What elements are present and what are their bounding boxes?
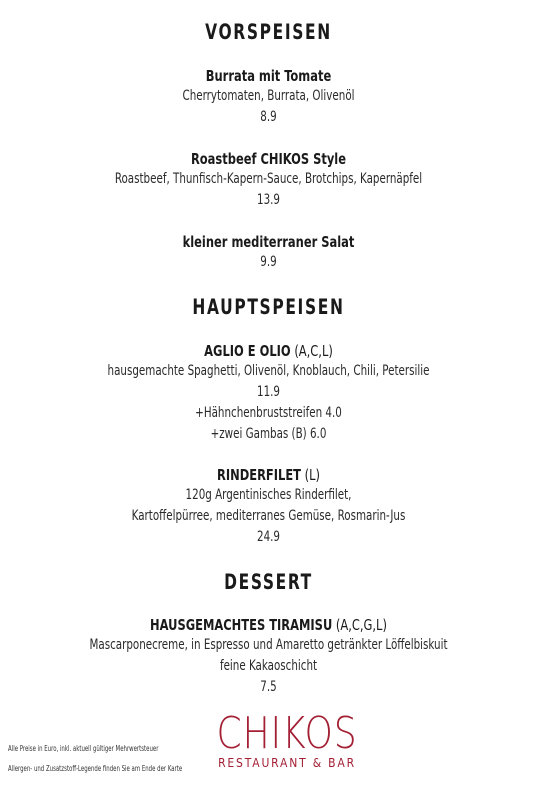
dish-name: Burrata mit Tomate — [205, 67, 332, 85]
restaurant-logo — [197, 708, 377, 770]
dish-name-text: AGLIO E OLIO — [204, 342, 291, 360]
footnote-allergens: Allergen- und Zusatzstoff-Legende finden Sie am Ende der Karte — [8, 764, 183, 773]
section-title-hauptspeisen: HAUPTSPEISEN — [192, 295, 345, 319]
dish-description: Cherrytomaten, Burrata, Olivenöl — [182, 88, 355, 104]
dish-name: kleiner mediterraner Salat — [182, 233, 355, 251]
dish-name-text: RINDERFILET — [217, 466, 301, 484]
dish-description: feine Kakaoschicht — [219, 658, 318, 674]
logo-tagline: RESTAURANT & BAR — [218, 756, 356, 770]
dish-price: 9.9 — [260, 254, 277, 270]
logo-name: CHIKOS — [216, 708, 358, 759]
footnote-prices: Alle Preise in Euro, inkl. aktuell gültiger Mehrwertsteuer — [8, 744, 159, 753]
dish-name: Roastbeef CHIKOS Style — [190, 150, 347, 168]
dish-description: Mascarponecreme, in Espresso und Amaretto getränkter Löffelbiskuit — [89, 637, 448, 653]
dish-name — [40, 616, 496, 634]
dish-description: 120g Argentinisches Rinderfilet, — [185, 487, 352, 503]
dish-extra: +zwei Gambas (B) 6.0 — [210, 426, 327, 442]
dish-name — [40, 466, 496, 484]
section-title-vorspeisen: VORSPEISEN — [205, 20, 332, 44]
dish-description: Kartoffelpürree, mediterranes Gemüse, Rosmarin-Jus — [131, 508, 406, 524]
dish-allergens: (A,C,L) — [290, 342, 333, 360]
dish-name-text: HAUSGEMACHTES TIRAMISU — [150, 616, 333, 634]
dish-price: 13.9 — [256, 192, 280, 208]
dish-description: hausgemachte Spaghetti, Olivenöl, Knoblauch, Chili, Petersilie — [107, 363, 430, 379]
dish-allergens: (L) — [300, 466, 320, 484]
dish-extra: +Hähnchenbruststreifen 4.0 — [195, 405, 342, 421]
dish-price: 11.9 — [256, 384, 280, 400]
section-title-dessert: DESSERT — [224, 570, 313, 594]
dish-price: 24.9 — [256, 529, 280, 545]
dish-price: 7.5 — [260, 679, 277, 695]
dish-name — [40, 342, 496, 360]
dish-allergens: (A,C,G,L) — [332, 616, 387, 634]
dish-price: 8.9 — [260, 109, 277, 125]
dish-description: Roastbeef, Thunfisch-Kapern-Sauce, Brotchips, Kapernäpfel — [114, 171, 423, 187]
